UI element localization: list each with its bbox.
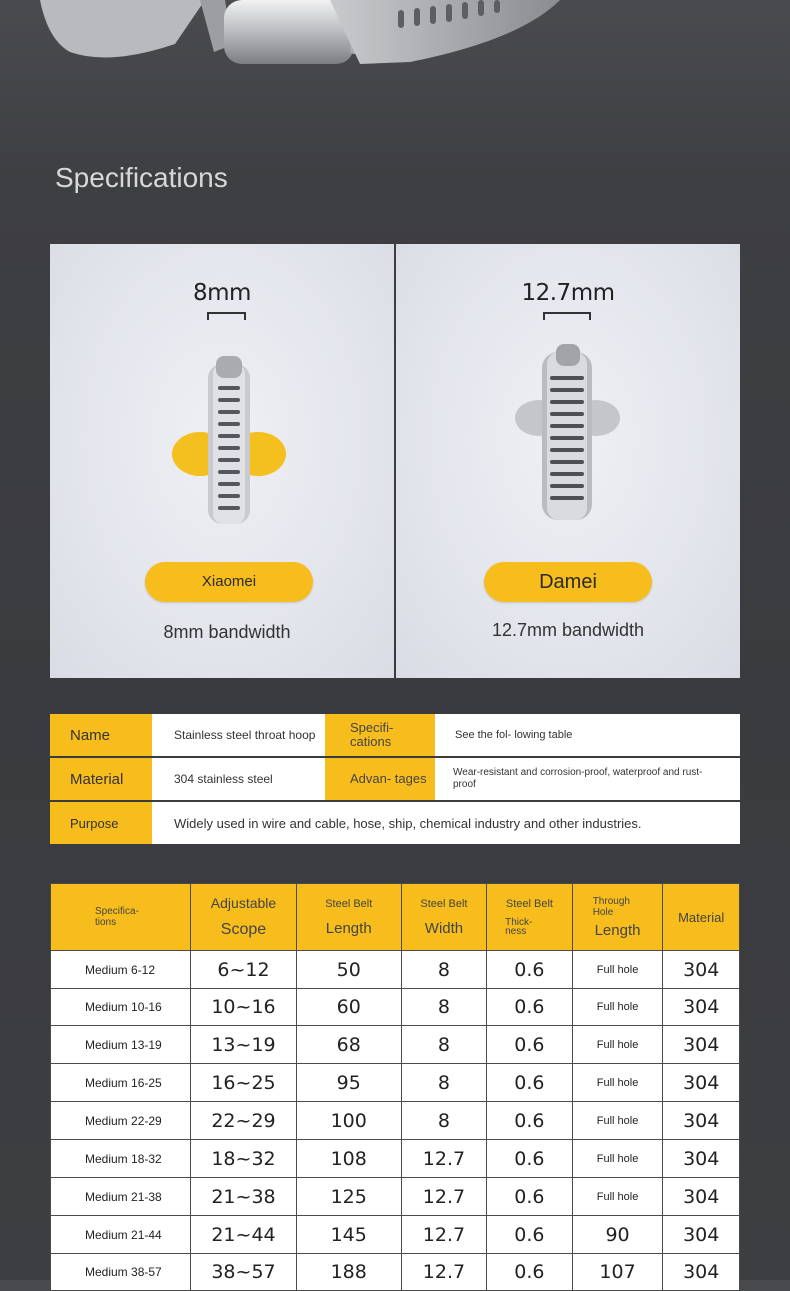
purpose-label: Purpose: [50, 802, 152, 844]
table-row: [51, 1216, 740, 1254]
cell-model: Medium 22-29: [51, 1102, 191, 1140]
cell-model: Medium 6-12: [51, 951, 191, 989]
cell-hole: Full hole: [572, 989, 663, 1026]
cell-material: 304: [663, 989, 740, 1026]
cell-thickness: 0.6: [487, 1064, 573, 1102]
cell-length: 95: [296, 1064, 401, 1102]
header-adjustable-scope: Adjustable Scope: [191, 884, 296, 951]
cell-scope: 13~19: [191, 1026, 296, 1064]
cell-width: 8: [401, 1026, 486, 1064]
cell-thickness: 0.6: [487, 1140, 573, 1178]
cell-material: 304: [663, 1064, 740, 1102]
cell-scope: 16~25: [191, 1064, 296, 1102]
info-row-material: [50, 758, 740, 800]
section-title: Specifications: [55, 162, 228, 193]
cell-hole: Full hole: [572, 1102, 663, 1140]
table-row: [51, 1140, 740, 1178]
cell-scope: 6~12: [191, 951, 296, 989]
cell-model: Medium 16-25: [51, 1064, 191, 1102]
header-specifications: Specifica- tions: [51, 884, 191, 951]
cell-scope: 18~32: [191, 1140, 296, 1178]
size-comparison: [50, 244, 740, 678]
large-clamp-image: [396, 342, 740, 532]
cell-model: Medium 38-57: [51, 1254, 191, 1291]
cell-width: 8: [401, 951, 486, 989]
cell-hole: Full hole: [572, 1026, 663, 1064]
advantages-label: Advan- tages: [325, 758, 435, 800]
name-badge-xiaomei: Xiaomei: [145, 562, 313, 602]
cell-thickness: 0.6: [487, 1178, 573, 1216]
material-label: Material: [50, 758, 152, 800]
info-row-purpose: [50, 802, 740, 844]
cell-scope: 10~16: [191, 989, 296, 1026]
cell-hole: Full hole: [572, 1140, 663, 1178]
cell-width: 8: [401, 989, 486, 1026]
name-badge-damei: Damei: [484, 562, 652, 602]
cell-thickness: 0.6: [487, 1102, 573, 1140]
cell-length: 145: [296, 1216, 401, 1254]
cell-scope: 22~29: [191, 1102, 296, 1140]
table-row: [51, 989, 740, 1026]
advantages-value: Wear-resistant and corrosion-proof, waterproof and rust-proof: [435, 758, 710, 800]
cell-material: 304: [663, 1178, 740, 1216]
cell-length: 60: [296, 989, 401, 1026]
cell-hole: 90: [572, 1216, 663, 1254]
cell-material: 304: [663, 951, 740, 989]
name-label: Name: [50, 714, 152, 756]
width-bracket-icon: [543, 312, 591, 320]
panel-xiaomei: [50, 244, 394, 678]
panel-damei: [396, 244, 740, 678]
cell-material: 304: [663, 1102, 740, 1140]
cell-hole: 107: [572, 1254, 663, 1291]
cell-length: 188: [296, 1254, 401, 1291]
cell-length: 68: [296, 1026, 401, 1064]
cell-length: 50: [296, 951, 401, 989]
header-through-hole-length: Through Hole Length: [572, 884, 663, 951]
cell-model: Medium 18-32: [51, 1140, 191, 1178]
header-belt-length: Steel Belt Length: [296, 884, 401, 951]
cell-width: 12.7: [401, 1140, 486, 1178]
cell-length: 125: [296, 1178, 401, 1216]
bandwidth-label: 8mm bandwidth: [163, 622, 291, 642]
cell-thickness: 0.6: [487, 1254, 573, 1291]
table-header-row: [51, 884, 740, 951]
bandwidth-label: 12.7mm bandwidth: [491, 620, 645, 640]
cell-material: 304: [663, 1254, 740, 1291]
cell-width: 12.7: [401, 1254, 486, 1291]
cell-scope: 38~57: [191, 1254, 296, 1291]
cell-width: 8: [401, 1064, 486, 1102]
size-label: 12.7mm: [521, 280, 615, 306]
small-clamp-image: [50, 342, 394, 532]
cell-scope: 21~44: [191, 1216, 296, 1254]
cell-hole: Full hole: [572, 1064, 663, 1102]
cell-thickness: 0.6: [487, 1216, 573, 1254]
table-row: [51, 1026, 740, 1064]
cell-model: Medium 21-38: [51, 1178, 191, 1216]
spec-value: See the fol- lowing table: [435, 714, 715, 756]
spec-label: Specifi- cations: [325, 714, 435, 756]
cell-thickness: 0.6: [487, 951, 573, 989]
header-belt-thickness: Steel Belt Thick- ness: [487, 884, 573, 951]
cell-width: 8: [401, 1102, 486, 1140]
specification-table: [50, 883, 740, 1291]
cell-model: Medium 10-16: [51, 989, 191, 1026]
size-label: 8mm: [193, 280, 251, 306]
product-info-table: [50, 714, 740, 846]
cell-length: 100: [296, 1102, 401, 1140]
cell-model: Medium 13-19: [51, 1026, 191, 1064]
table-row: [51, 1064, 740, 1102]
info-row-name: [50, 714, 740, 756]
cell-model: Medium 21-44: [51, 1216, 191, 1254]
cell-width: 12.7: [401, 1178, 486, 1216]
header-belt-width: Steel Belt Width: [401, 884, 486, 951]
cell-material: 304: [663, 1026, 740, 1064]
cell-length: 108: [296, 1140, 401, 1178]
purpose-value: Widely used in wire and cable, hose, ship, chemical industry and other industries.: [152, 802, 740, 844]
cell-thickness: 0.6: [487, 989, 573, 1026]
cell-thickness: 0.6: [487, 1026, 573, 1064]
width-bracket-icon: [207, 312, 246, 320]
cell-material: 304: [663, 1216, 740, 1254]
table-row: [51, 1254, 740, 1291]
header-material: Material: [663, 884, 740, 951]
material-value: 304 stainless steel: [152, 758, 325, 800]
cell-material: 304: [663, 1140, 740, 1178]
cell-hole: Full hole: [572, 951, 663, 989]
cell-hole: Full hole: [572, 1178, 663, 1216]
cell-scope: 21~38: [191, 1178, 296, 1216]
specification-rows: [51, 951, 740, 1291]
name-value: Stainless steel throat hoop: [152, 714, 325, 756]
table-row: [51, 1102, 740, 1140]
table-row: [51, 951, 740, 989]
hero-clamp-image: [0, 0, 790, 120]
cell-width: 12.7: [401, 1216, 486, 1254]
table-row: [51, 1178, 740, 1216]
